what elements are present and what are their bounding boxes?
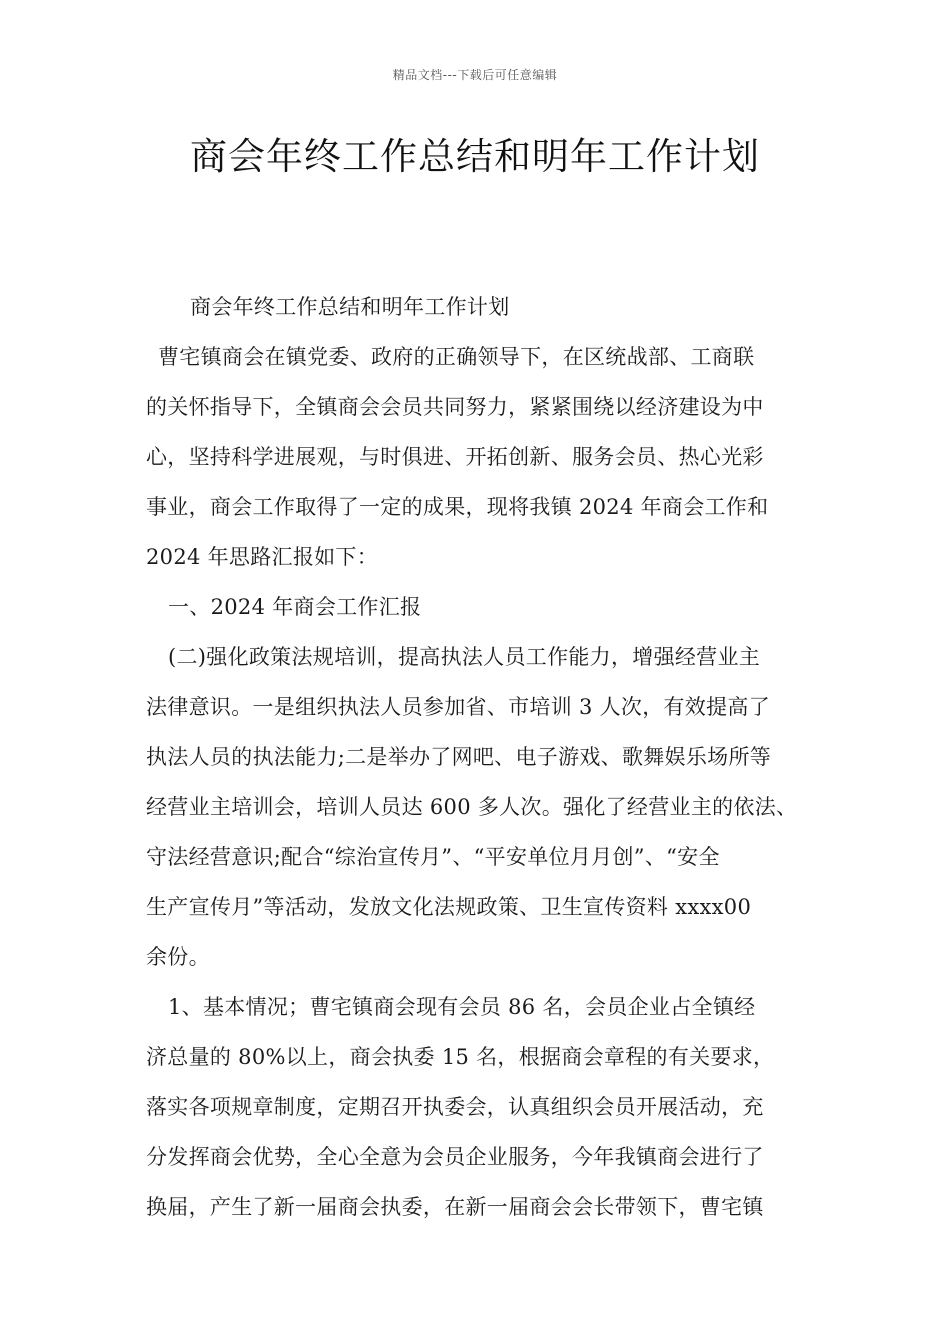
- basic-line-4: 分发挥商会优势，全心全意为会员企业服务，今年我镇商会进行了: [146, 1145, 764, 1169]
- header-note: 精品文档---下载后可任意编辑: [392, 68, 558, 82]
- basic-line-3: 落实各项规章制度，定期召开执委会，认真组织会员开展活动，充: [146, 1095, 764, 1119]
- basic-line-2: 济总量的 80%以上，商会执委 15 名，根据商会章程的有关要求，: [146, 1045, 775, 1069]
- intro-line-5: 2024 年思路汇报如下：: [146, 545, 379, 569]
- document-title: 商会年终工作总结和明年工作计划: [190, 135, 760, 178]
- training-line-4: 经营业主培训会，培训人员达 600 多人次。强化了经营业主的依法、: [146, 795, 798, 819]
- intro-line-3: 心，坚持科学进展观，与时俱进、开拓创新、服务会员、热心光彩: [146, 445, 764, 469]
- section-heading: 一、2024 年商会工作汇报: [168, 595, 422, 619]
- basic-line-1: 1、基本情况；曹宅镇商会现有会员 86 名，会员企业占全镇经: [168, 995, 756, 1019]
- training-line-5: 守法经营意识;配合“综治宣传月”、“平安单位月月创”、“安全: [146, 845, 720, 869]
- training-line-7: 余份。: [146, 945, 210, 969]
- intro-line-1: 曹宅镇商会在镇党委、政府的正确领导下，在区统战部、工商联: [158, 345, 755, 369]
- training-line-2: 法律意识。一是组织执法人员参加省、市培训 3 人次，有效提高了: [146, 695, 771, 719]
- subtitle-paragraph: 商会年终工作总结和明年工作计划: [190, 295, 510, 319]
- document-body: [146, 282, 818, 1232]
- training-line-3: 执法人员的执法能力;二是举办了网吧、电子游戏、歌舞娱乐场所等: [146, 745, 772, 769]
- intro-line-4: 事业，商会工作取得了一定的成果，现将我镇 2024 年商会工作和: [146, 495, 769, 519]
- training-line-1: (二)强化政策法规培训，提高执法人员工作能力，增强经营业主: [168, 645, 761, 669]
- training-line-6: 生产宣传月”等活动，发放文化法规政策、卫生宣传资料 xxxx00: [146, 895, 752, 919]
- basic-line-5: 换届，产生了新一届商会执委，在新一届商会会长带领下，曹宅镇: [146, 1195, 764, 1219]
- intro-line-2: 的关怀指导下，全镇商会会员共同努力，紧紧围绕以经济建设为中: [146, 395, 764, 419]
